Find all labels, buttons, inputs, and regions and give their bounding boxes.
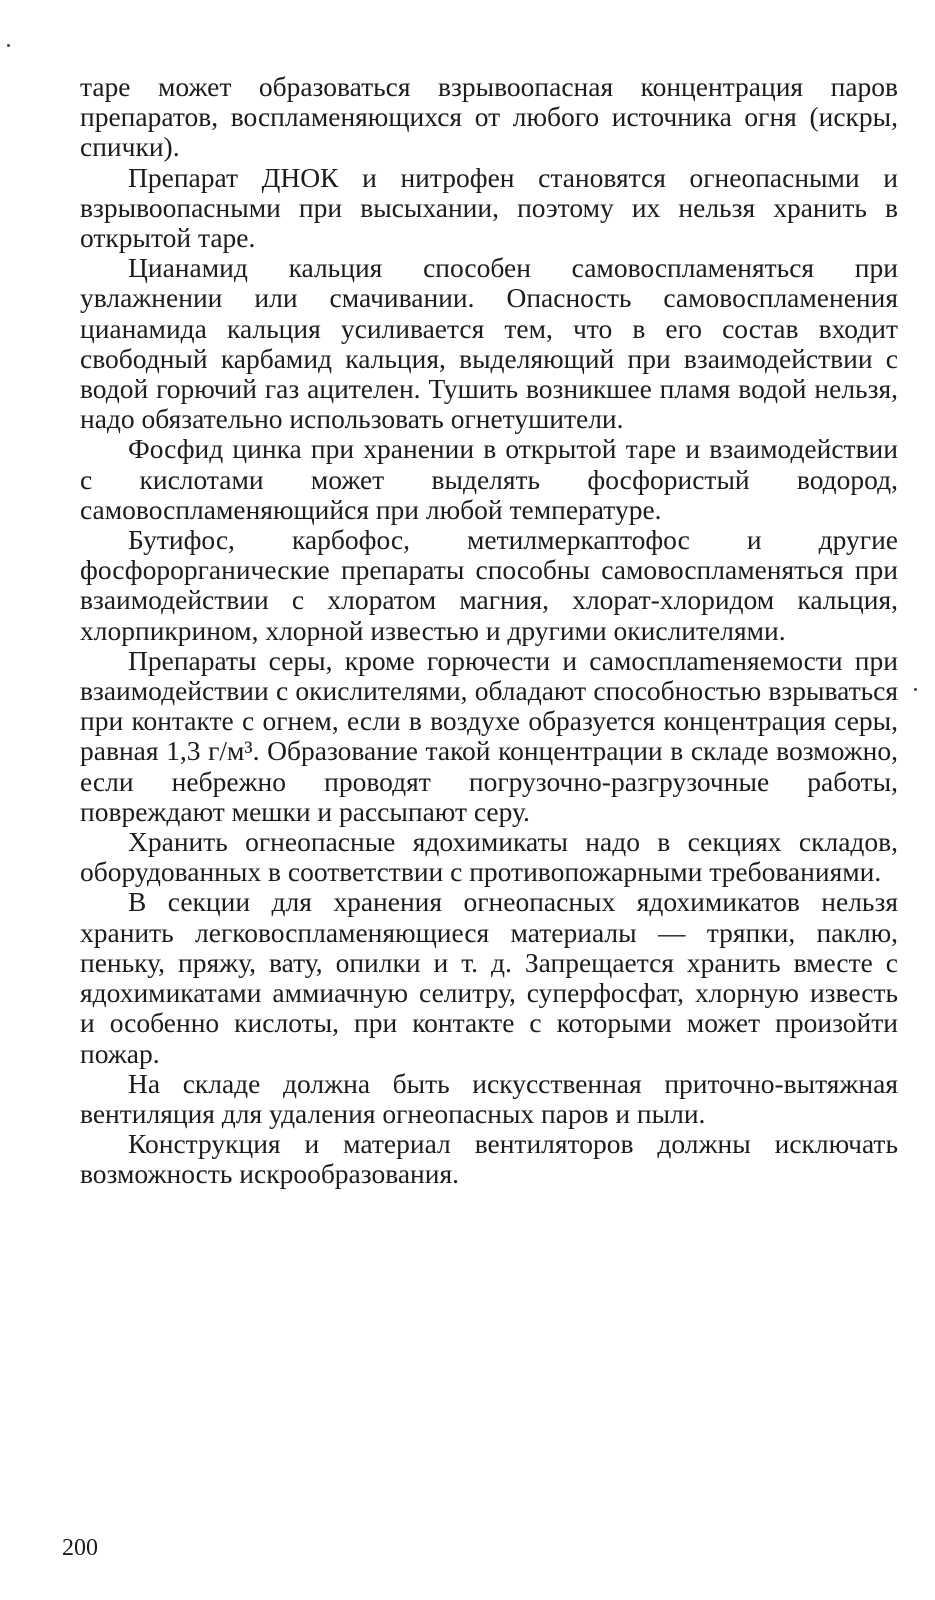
paragraph-5: Бутифос, карбофос, метилмеркаптофос и другие фосфорорганические препараты способны самовоспламеняться при взаимодействии с хлоратом магния, хлорат-хлоридом кальция, хлорпикрином, хлорной известью и другими окислителями. — [80, 524, 898, 646]
paragraph-1: таре может образоваться взрывоопасная концентрация паров препаратов, воспламеняющихся от любого источника огня (искры, спички). — [80, 71, 898, 163]
page-number: 200 — [62, 1535, 98, 1561]
paragraph-6: Препараты серы, кроме горючести и самосплameняемости при взаимодействии с окислителями, обладают способностью взрываться при контакте с огнем, если в воздухе образуется концентрация серы, равная 1,3 г/м³. Образование такой концентрации в складе возможно, если небрежно проводят погрузочно-разгрузочные работы, повреждают мешки и рассыпают серу. — [80, 644, 898, 827]
paragraph-4: Фосфид цинка при хранении в открытой таре и взаимодействии с кислотами может выделять фосфористый водород, самовоспламеняющийся при любой температуре. — [80, 433, 898, 525]
paragraph-9: На складе должна быть искусственная приточно-вытяжная вентиляция для удаления огнеопасных паров и пыли. — [80, 1067, 898, 1129]
scan-speck — [914, 688, 917, 691]
paragraph-8: В секции для хранения огнеопасных ядохимикатов нельзя хранить легковоспламеняющиеся материалы — тряпки, паклю, пеньку, пряжу, вату, опилки и т. д. Запрещается хранить вместе с ядохимикатами аммиачную селитру, суперфосфат, хлорную известь и особенно кислоты, при контакте с которыми может произойти пожар. — [80, 886, 898, 1069]
page-text — [80, 72, 898, 1190]
scan-speck — [7, 44, 10, 47]
paragraph-2: Препарат ДНОК и нитрофен становятся огнеопасными и взрывоопасными при высыхании, поэтому их нельзя хранить в открытой таре. — [80, 161, 898, 254]
paragraph-3: Цианамид кальция способен самовоспламеняться при увлажнении или смачивании. Опасность самовоспламенения цианамида кальция усиливается тем, что в его состав входит свободный карбамид кальция, выделяющий при взаимодействии с водой горючий газ ацителен. Тушить возникшее пламя водой нельзя, надо обязательно использовать огнетушители. — [80, 252, 898, 435]
paragraph-10: Конструкция и материал вентиляторов должны исключать возможность искрообразования. — [80, 1128, 898, 1190]
paragraph-7: Хранить огнеопасные ядохимикаты надо в секциях складов, оборудованных в соответствии с противопожарными требованиями. — [80, 826, 898, 888]
